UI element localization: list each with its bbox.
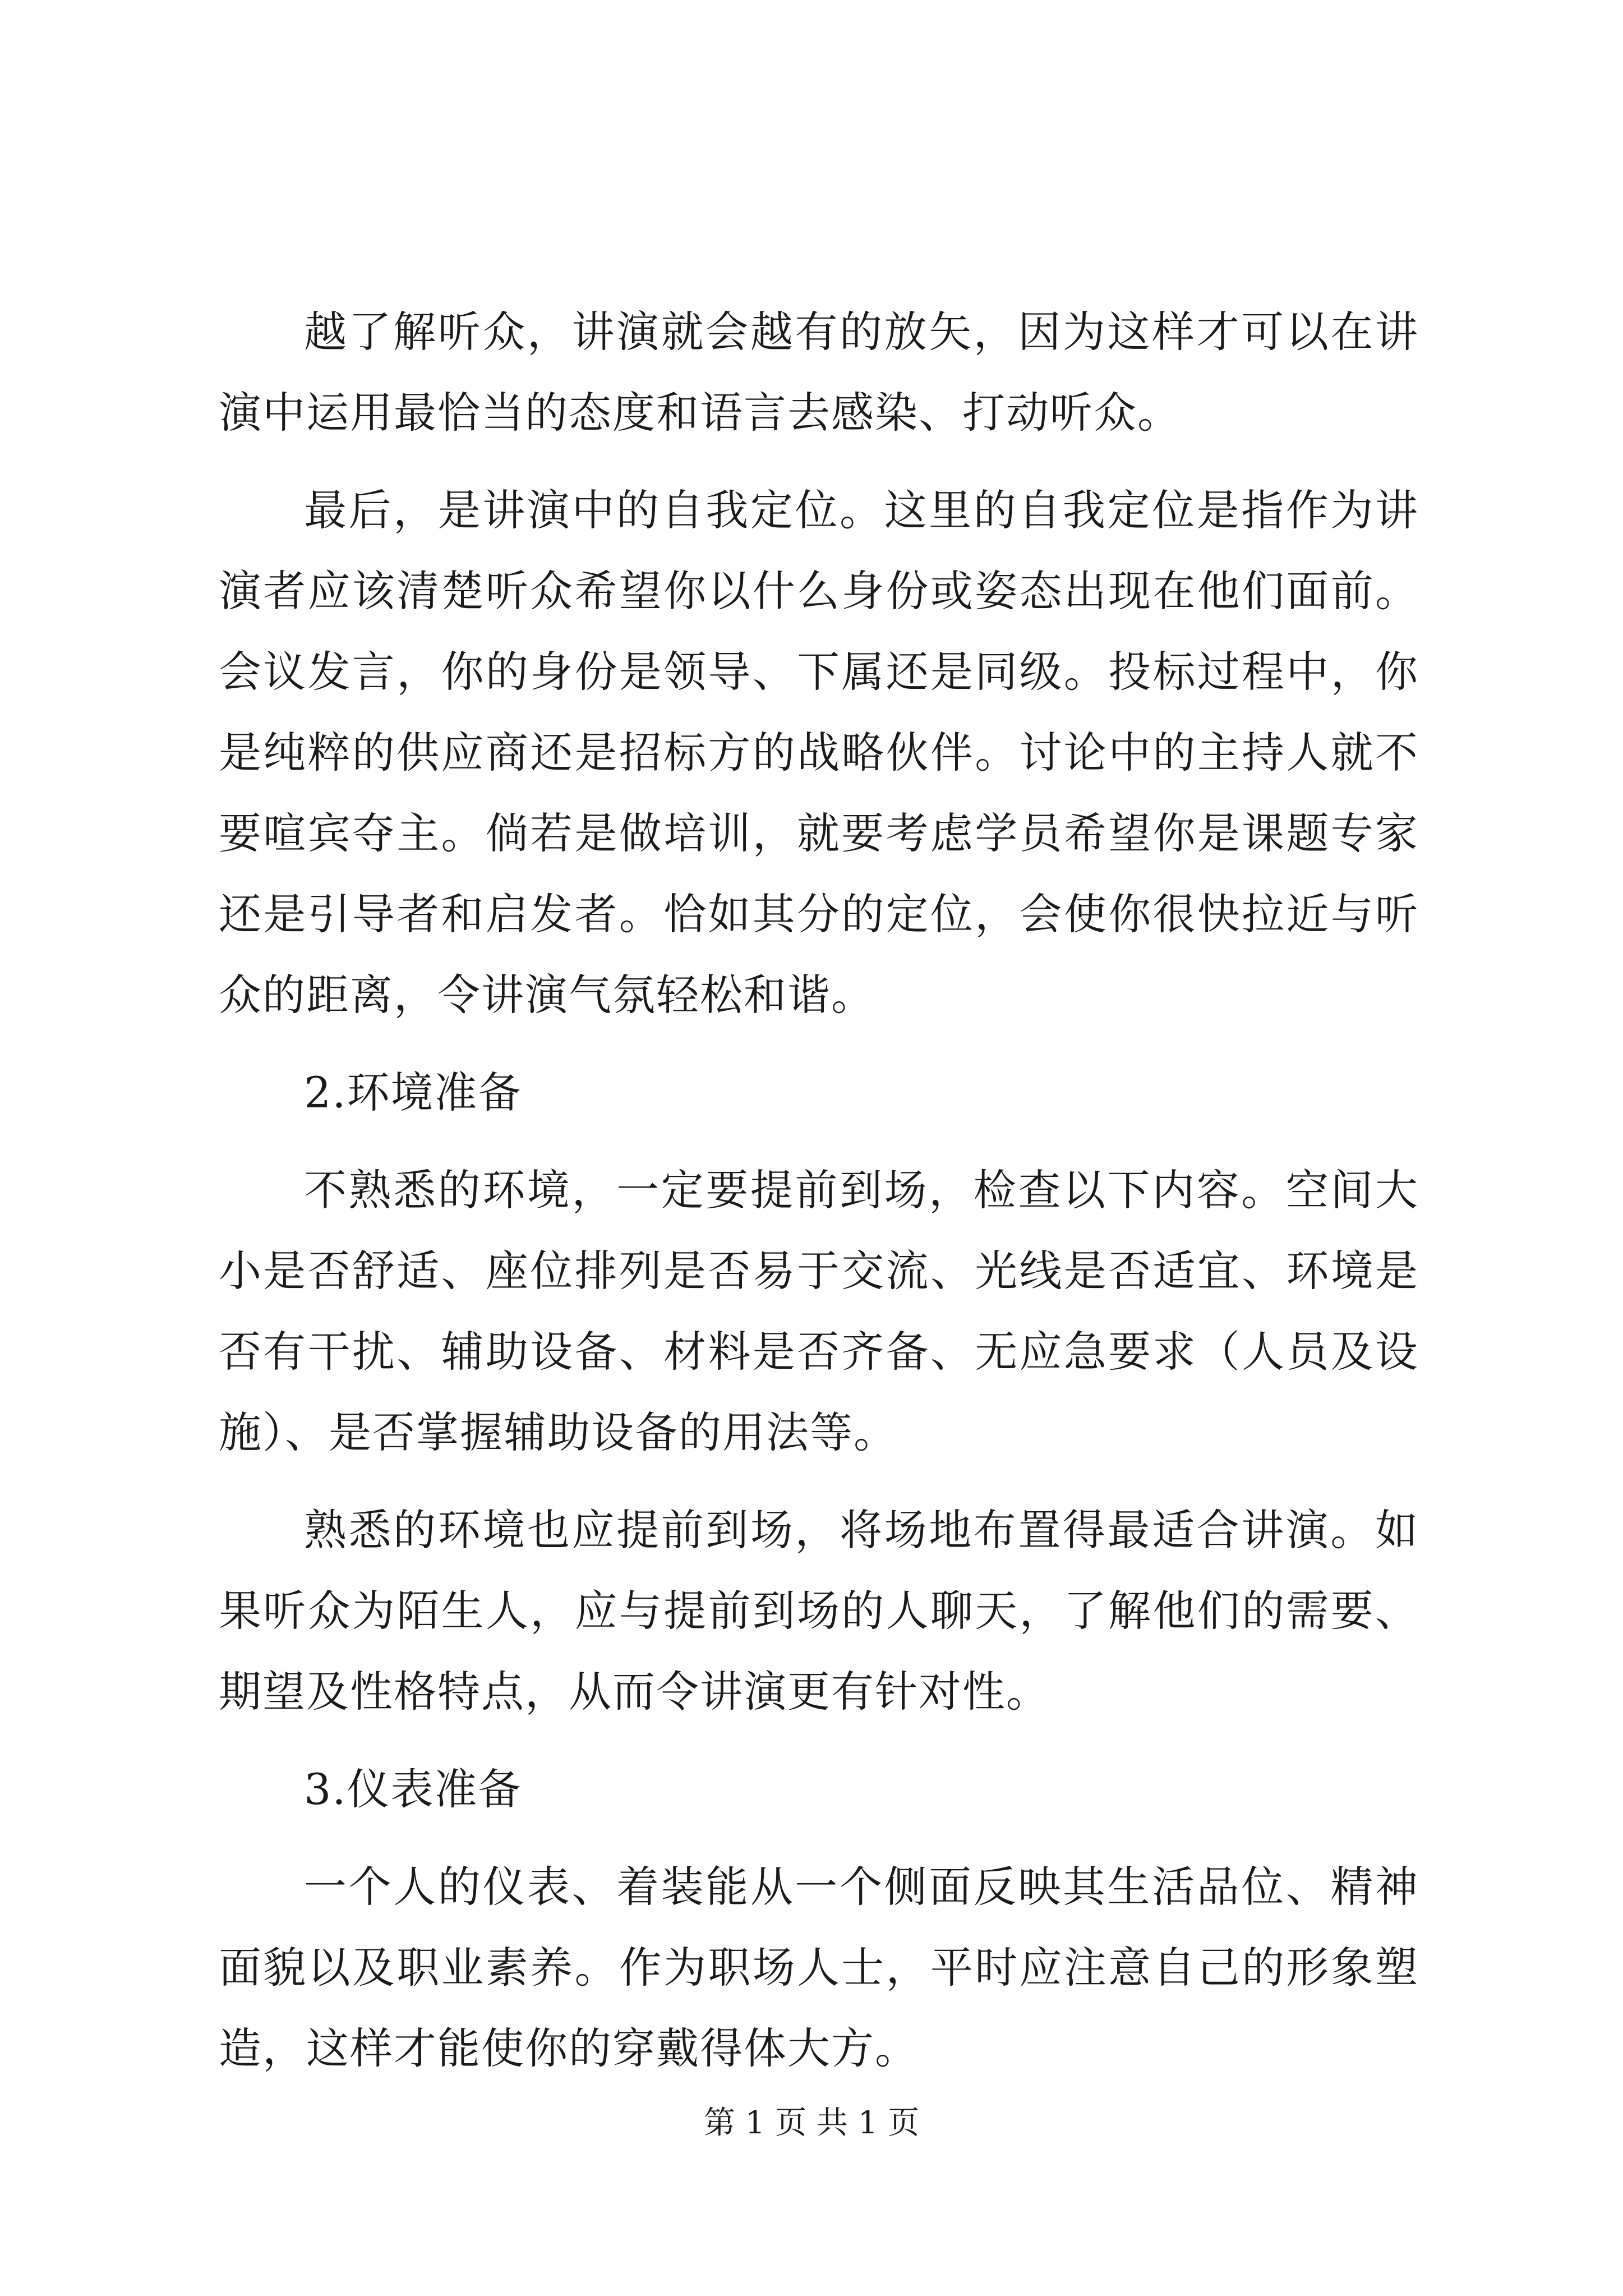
paragraph-2: 最后，是讲演中的自我定位。这里的自我定位是指作为讲演者应该清楚听众希望你以什么身份或姿态出现在他们面前。会议发言，你的身份是领导、下属还是同级。投标过程中，你是纯粹的供应商还是招标方的战略伙伴。讨论中的主持人就不要喧宾夺主。倘若是做培训，就要考虑学员希望你是课题专家还是引导者和启发者。恰如其分的定位，会使你很快拉近与听众的距离，令讲演气氛轻松和谐。 <box>219 485 1419 1020</box>
paragraph-4: 熟悉的环境也应提前到场，将场地布置得最适合讲演。如果听众为陌生人，应与提前到场的人聊天，了解他们的需要、期望及性格特点，从而令讲演更有针对性。 <box>219 1505 1419 1717</box>
paragraph-1: 越了解听众，讲演就会越有的放矢，因为这样才可以在讲演中运用最恰当的态度和语言去感染、打动听众。 <box>219 307 1419 438</box>
section-heading-environment: 2.环境准备 <box>304 1068 522 1117</box>
document-body <box>219 292 1419 2106</box>
page-footer: 第 1 页 共 1 页 <box>703 2105 920 2141</box>
section-heading-appearance: 3.仪表准备 <box>304 1764 522 1814</box>
paragraph-3: 不熟悉的环境，一定要提前到场，检查以下内容。空间大小是否舒适、座位排列是否易于交流、光线是否适宜、环境是否有干扰、辅助设备、材料是否齐备、无应急要求（人员及设施）、是否掌握辅助设备的用法等。 <box>219 1165 1419 1457</box>
paragraph-5: 一个人的仪表、着装能从一个侧面反映其生活品位、精神面貌以及职业素养。作为职场人士，平时应注意自己的形象塑造，这样才能使你的穿戴得体大方。 <box>219 1862 1419 2073</box>
